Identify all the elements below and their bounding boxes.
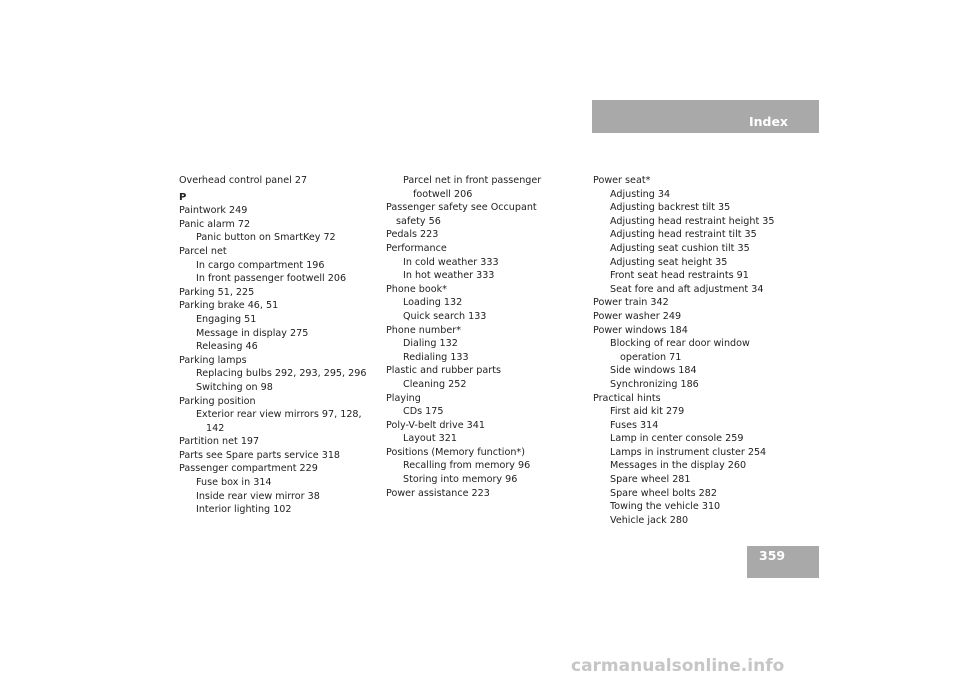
index-subentry: Vehicle jack 280 [610, 514, 689, 526]
index-subentry: Spare wheel 281 [610, 474, 691, 486]
section-title: Index [748, 114, 788, 129]
index-entry: Performance [386, 242, 447, 254]
index-subentry: Engaging 51 [196, 313, 257, 325]
index-subentry: Recalling from memory 96 [403, 460, 531, 472]
index-entry: Phone number* [386, 324, 462, 336]
index-subentry: Adjusting head restraint tilt 35 [610, 229, 757, 241]
index-entry-continuation: footwell 206 [413, 188, 473, 200]
index-entry: Power assistance 223 [386, 487, 490, 499]
index-subentry: Blocking of rear door window [610, 338, 750, 350]
index-entry: Power seat* [593, 175, 651, 186]
index-entry: Pedals 223 [386, 229, 439, 241]
index-subentry: Towing the vehicle 310 [610, 501, 721, 513]
index-subentry: Adjusting 34 [610, 188, 671, 200]
index-subentry: CDs 175 [403, 406, 444, 418]
index-subentry: Lamp in center console 259 [610, 433, 744, 445]
index-entry: Parking lamps [179, 354, 247, 366]
watermark: carmanualsonline.info [571, 656, 785, 676]
index-entry: Playing [386, 392, 421, 404]
index-subentry: Spare wheel bolts 282 [610, 487, 717, 499]
index-subentry: Message in display 275 [196, 327, 309, 339]
index-entry-continuation: safety 56 [396, 215, 441, 227]
index-entry: Partition net 197 [179, 436, 260, 448]
index-entry: Overhead control panel 27 [179, 175, 308, 186]
index-entry: Practical hints [593, 392, 661, 404]
index-entry: Parking position [179, 395, 256, 407]
index-subentry: Storing into memory 96 [403, 474, 518, 486]
index-entry: Power windows 184 [593, 324, 688, 336]
index-subentry: Adjusting seat cushion tilt 35 [610, 242, 750, 254]
index-subentry: Side windows 184 [610, 365, 697, 377]
index-subentry: Replacing bulbs 292, 293, 295, 296 [196, 368, 367, 380]
index-subentry: Messages in the display 260 [610, 460, 747, 472]
index-entry: Parts see Spare parts service 318 [179, 449, 341, 461]
index-subentry: Adjusting seat height 35 [610, 256, 728, 268]
index-subentry: In cold weather 333 [403, 256, 499, 268]
index-column-2 [386, 174, 586, 500]
index-subentry: Layout 321 [403, 433, 457, 445]
index-letter-heading: P [179, 191, 187, 203]
index-entry: Paintwork 249 [179, 205, 248, 217]
index-subentry: Lamps in instrument cluster 254 [610, 446, 767, 458]
index-subentry: Adjusting head restraint height 35 [610, 215, 775, 227]
index-entry: Plastic and rubber parts [386, 365, 501, 377]
index-entry-continuation: operation 71 [620, 351, 682, 363]
index-subentry: First aid kit 279 [610, 406, 685, 418]
index-subentry: Cleaning 252 [403, 378, 467, 390]
index-subentry: Redialing 133 [403, 351, 469, 363]
index-subentry: Quick search 133 [403, 310, 487, 322]
index-entry: Positions (Memory function*) [386, 446, 525, 458]
index-subentry: Releasing 46 [196, 341, 258, 353]
index-entry: Parking 51, 225 [179, 286, 255, 298]
index-subentry: Fuses 314 [610, 419, 659, 431]
index-subentry: Exterior rear view mirrors 97, 128, [196, 409, 362, 421]
index-column-1 [179, 174, 379, 517]
index-subentry: Panic button on SmartKey 72 [196, 232, 336, 244]
page-number: 359 [759, 548, 786, 563]
index-subentry: In cargo compartment 196 [196, 259, 325, 271]
index-subentry: Switching on 98 [196, 381, 273, 393]
index-subentry: Fuse box in 314 [196, 477, 272, 489]
index-subentry: Seat fore and aft adjustment 34 [610, 283, 764, 295]
index-entry: Poly-V-belt drive 341 [386, 419, 485, 431]
section-header-tab [592, 100, 819, 133]
index-entry: Panic alarm 72 [179, 218, 251, 230]
index-entry: Power washer 249 [593, 310, 682, 322]
page-number-tab [747, 546, 819, 578]
index-subentry: In front passenger footwell 206 [196, 273, 347, 285]
index-subentry: Loading 132 [403, 297, 463, 309]
index-column-3 [593, 174, 793, 527]
index-entry: Passenger compartment 229 [179, 463, 318, 475]
index-entry: Parcel net [179, 245, 227, 257]
index-subentry: Interior lighting 102 [196, 504, 292, 516]
index-subentry: In hot weather 333 [403, 270, 495, 282]
index-entry: Passenger safety see Occupant [386, 202, 537, 214]
index-entry-continuation: 142 [206, 422, 225, 434]
index-subentry: Adjusting backrest tilt 35 [610, 202, 731, 214]
index-subentry: Dialing 132 [403, 338, 458, 350]
index-subentry: Parcel net in front passenger [403, 175, 542, 186]
index-subentry: Synchronizing 186 [610, 378, 699, 390]
index-entry: Parking brake 46, 51 [179, 300, 279, 312]
index-entry: Power train 342 [593, 297, 669, 309]
index-entry: Phone book* [386, 283, 447, 295]
index-subentry: Inside rear view mirror 38 [196, 490, 320, 502]
index-subentry: Front seat head restraints 91 [610, 270, 749, 282]
